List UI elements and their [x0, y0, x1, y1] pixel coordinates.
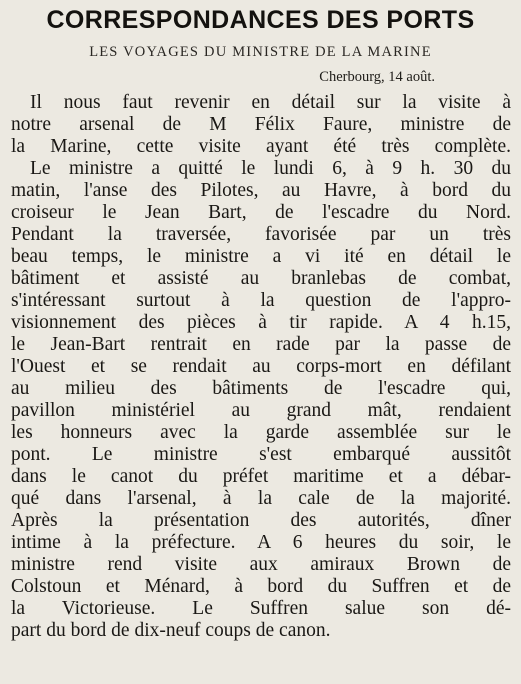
body-line: Pendant la traversée, favorisée par un très: [11, 224, 511, 245]
body-line: Après la présentation des autorités, dîner: [11, 510, 511, 531]
body-line: pont. Le ministre s'est embarqué aussitôt: [11, 444, 511, 465]
article-dateline: Cherbourg, 14 août.: [319, 69, 435, 85]
body-line: s'intéressant surtout à la question de l'appro-: [11, 290, 511, 311]
body-line: ministre rend visite aux amiraux Brown de: [11, 554, 511, 575]
body-line: la Marine, cette visite ayant été très complète.: [11, 136, 511, 157]
body-line: intime à la préfecture. A 6 heures du soir, le: [11, 532, 511, 553]
body-line: bâtiment et assisté au branlebas de combat,: [11, 268, 511, 289]
body-line: la Victorieuse. Le Suffren salue son dé-: [11, 598, 511, 619]
body-line: notre arsenal de M Félix Faure, ministre de: [11, 114, 511, 135]
body-line: Il nous faut revenir en détail sur la visite à: [30, 92, 511, 113]
body-line: pavillon ministériel au grand mât, rendaient: [11, 400, 511, 421]
body-line: au milieu des bâtiments de l'escadre qui,: [11, 378, 511, 399]
body-line: croiseur le Jean Bart, de l'escadre du Nord.: [11, 202, 511, 223]
body-line: beau temps, le ministre a vi ité en détail le: [11, 246, 511, 267]
body-line: matin, l'anse des Pilotes, au Havre, à bord du: [11, 180, 511, 201]
body-line: les honneurs avec la garde assemblée sur le: [11, 422, 511, 443]
article-title: CORRESPONDANCES DES PORTS: [46, 6, 475, 34]
body-line: Le ministre a quitté le lundi 6, à 9 h. 30 du: [30, 158, 511, 179]
article-subtitle: LES VOYAGES DU MINISTRE DE LA MARINE: [89, 44, 432, 60]
body-line: l'Ouest et se rendait au corps-mort en défilant: [11, 356, 511, 377]
body-line: part du bord de dix-neuf coups de canon.: [11, 620, 331, 641]
body-line: le Jean-Bart rentrait en rade par la passe de: [11, 334, 511, 355]
body-line: visionnement des pièces à tir rapide. A 4 h.15,: [11, 312, 511, 333]
body-line: qué dans l'arsenal, à la cale de la majorité.: [11, 488, 511, 509]
body-line: Colstoun et Ménard, à bord du Suffren et de: [11, 576, 511, 597]
body-line: dans le canot du préfet maritime et a débar-: [11, 466, 511, 487]
